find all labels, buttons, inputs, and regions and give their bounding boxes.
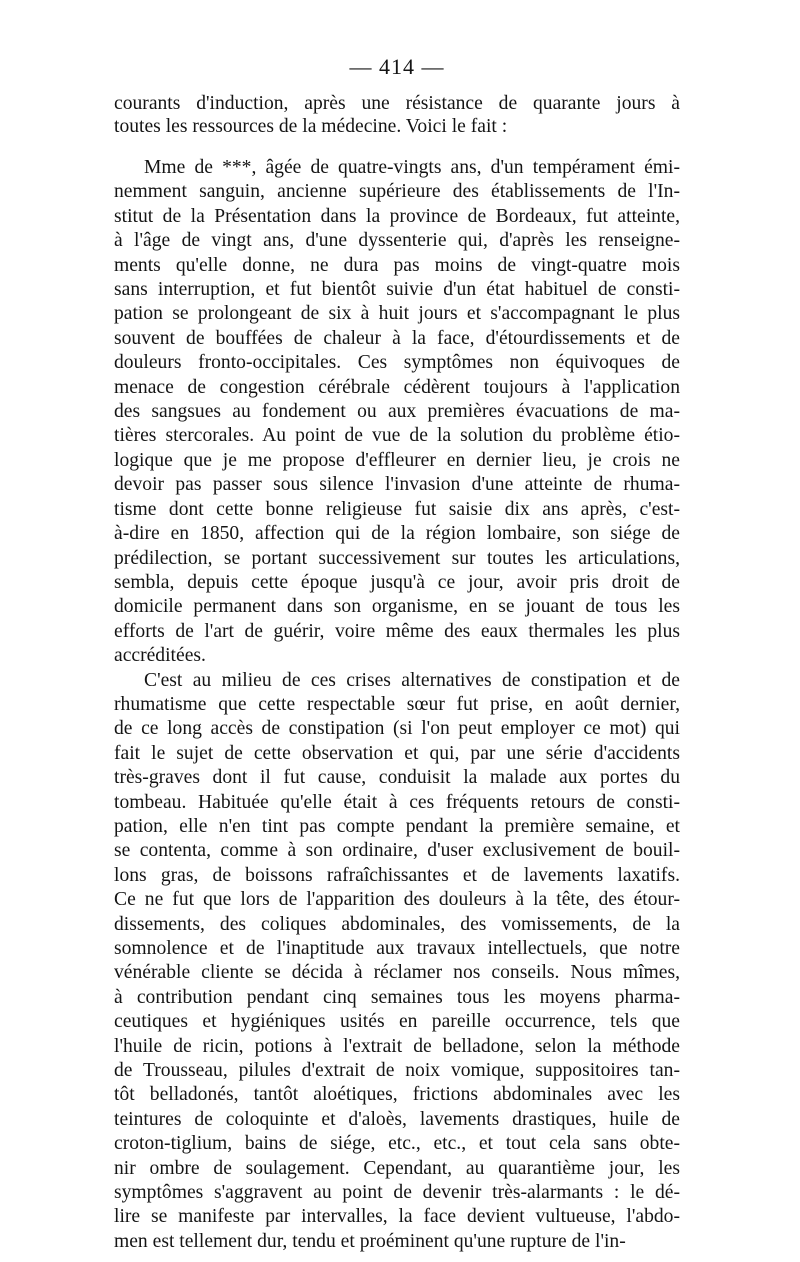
page-number: — 414 —: [349, 54, 445, 79]
text-line: pation se prolongeant de six à huit jours et s'accompagnant le plus: [114, 303, 680, 325]
text-line: à contribution pendant cinq semaines tous les moyens pharma-: [114, 986, 680, 1008]
paragraph: [114, 92, 680, 138]
text-line: nemment sanguin, ancienne supérieure des établissements de l'In-: [114, 181, 680, 203]
book-page: [114, 52, 680, 1252]
paragraph: [114, 156, 680, 669]
text-line: efforts de l'art de guérir, voire même des eaux thermales les plus: [114, 620, 680, 642]
text-line: fait le sujet de cette observation et qui, par une série d'accidents: [114, 742, 680, 764]
text-line: lons gras, de boissons rafraîchissantes et de lavements laxatifs.: [114, 864, 680, 886]
text-line: vénérable cliente se décida à réclamer nos conseils. Nous mîmes,: [114, 962, 680, 984]
text-line: croton-tiglium, bains de siége, etc., etc., et tout cela sans obte-: [114, 1133, 680, 1155]
text-line: tisme dont cette bonne religieuse fut saisie dix ans après, c'est-: [114, 498, 680, 520]
text-line: l'huile de ricin, potions à l'extrait de belladone, selon la méthode: [114, 1035, 680, 1057]
text-line: très-graves dont il fut cause, conduisit la malade aux portes du: [114, 767, 680, 789]
text-line: sans interruption, et fut bientôt suivie d'un état habituel de consti-: [114, 279, 680, 301]
text-line: accréditées.: [114, 645, 206, 667]
text-line: de Trousseau, pilules d'extrait de noix vomique, suppositoires tan-: [114, 1060, 680, 1082]
text-line: nir ombre de soulagement. Cependant, au quarantième jour, les: [114, 1157, 680, 1179]
text-line: Mme de ***, âgée de quatre-vingts ans, d'un tempérament émi-: [144, 157, 680, 178]
text-line: ments qu'elle donne, ne dura pas moins de vingt-quatre mois: [114, 254, 680, 276]
text-line: lire se manifeste par intervalles, la face devient vultueuse, l'abdo-: [114, 1206, 680, 1228]
text-line: à-dire en 1850, affection qui de la région lombaire, son siége de: [114, 523, 680, 545]
text-line: menace de congestion cérébrale cédèrent toujours à l'application: [114, 376, 680, 398]
text-line: des sangsues au fondement ou aux premières évacuations de ma-: [114, 401, 680, 423]
text-line: domicile permanent dans son organisme, en se jouant de tous les: [114, 596, 680, 618]
text-line: rhumatisme que cette respectable sœur fut prise, en août dernier,: [114, 693, 680, 715]
text-line: tières stercorales. Au point de vue de la solution du problème étio-: [114, 425, 680, 447]
text-line: Ce ne fut que lors de l'apparition des douleurs à la tête, des étour-: [114, 889, 680, 911]
text-line: devoir pas passer sous silence l'invasion d'une atteinte de rhuma-: [114, 474, 680, 496]
page-body-text: [114, 92, 680, 1254]
text-line: tombeau. Habituée qu'elle était à ces fréquents retours de consti-: [114, 791, 680, 813]
text-line: prédilection, se portant successivement sur toutes les articulations,: [114, 547, 680, 569]
text-line: tôt belladonés, tantôt aloétiques, frictions abdominales avec les: [114, 1084, 680, 1106]
text-line: logique que je me propose d'effleurer en dernier lieu, je crois ne: [114, 449, 680, 471]
text-line: toutes les ressources de la médecine. Voici le fait :: [114, 116, 508, 137]
text-line: souvent de bouffées de chaleur à la face, d'étourdissements et de: [114, 327, 680, 349]
paragraph-gap: [114, 138, 680, 156]
text-line: sembla, depuis cette époque jusqu'à ce jour, avoir pris droit de: [114, 571, 680, 593]
text-line: douleurs fronto-occipitales. Ces symptômes non équivoques de: [114, 352, 680, 374]
paragraph: [114, 669, 680, 1255]
text-line: courants d'induction, après une résistance de quarante jours à: [114, 93, 680, 114]
text-line: pation, elle n'en tint pas compte pendant la première semaine, et: [114, 815, 680, 837]
text-line: men est tellement dur, tendu et proéminent qu'une rupture de l'in-: [114, 1230, 626, 1252]
text-line: de ce long accès de constipation (si l'on peut employer ce mot) qui: [114, 718, 680, 740]
text-line: teintures de coloquinte et d'aloès, lavements drastiques, huile de: [114, 1108, 680, 1130]
text-line: dissements, des coliques abdominales, des vomissements, de la: [114, 913, 680, 935]
text-line: stitut de la Présentation dans la province de Bordeaux, fut atteinte,: [114, 205, 680, 227]
text-line: ceutiques et hygiéniques usités en pareille occurrence, tels que: [114, 1011, 680, 1033]
text-line: somnolence et de l'inaptitude aux travaux intellectuels, que notre: [114, 938, 680, 959]
text-line: C'est au milieu de ces crises alternatives de constipation et de: [144, 669, 680, 691]
text-line: se contenta, comme à son ordinaire, d'user exclusivement de bouil-: [114, 840, 680, 862]
text-line: symptômes s'aggravent au point de devenir très-alarmants : le dé-: [114, 1182, 680, 1204]
text-line: à l'âge de vingt ans, d'une dyssenterie qui, d'après les renseigne-: [114, 230, 680, 252]
